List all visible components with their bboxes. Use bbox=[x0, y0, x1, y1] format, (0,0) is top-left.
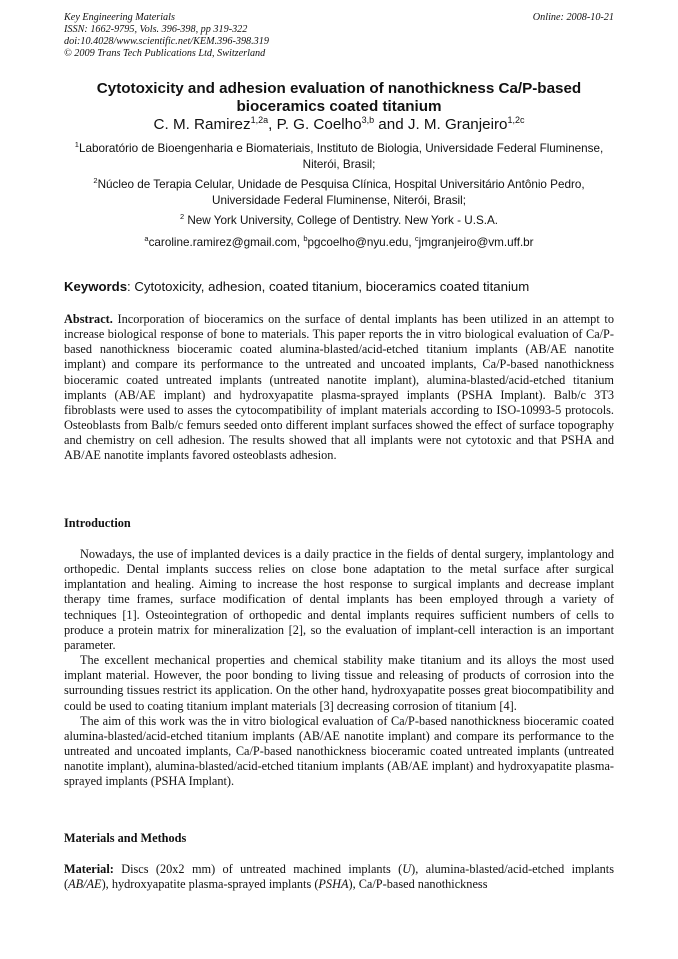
author-affiliation-mark: 3,b bbox=[361, 115, 375, 125]
issn-line: ISSN: 1662-9795, Vols. 396-398, pp 319-322 bbox=[64, 24, 248, 35]
author-name: P. G. Coelho bbox=[276, 116, 362, 133]
paragraph: Nowadays, the use of implanted devices is a daily practice in the fields of dental surgery, implantology and orthopedic. Dental implants success relies on close bone adaptation to the metal surface after surgical implantation and healing. Aiming to increase the host response to surgical implants and decrease implant therapy time frames, surface modification of dental implants has been employed through a variety of techniques [1]. Osteointegration of orthopedic and dental implants requires sufficient numbers of cells to produce a protein matrix for mineralization [2], so the evaluation of implant-cell interaction is an important parameter. bbox=[64, 547, 614, 652]
author-list bbox=[64, 116, 614, 134]
text-run: ), Ca/P-based nanothickness bbox=[348, 877, 488, 892]
author-name: J. M. Granjeiro bbox=[407, 116, 508, 133]
affiliation-text: Laboratório de Bioengenharia e Biomateriais, Instituto de Biologia, Universidade Federal Fluminense, Niterói, Brasil; bbox=[78, 142, 604, 171]
affiliation-mark: 2 bbox=[93, 176, 98, 185]
journal-header bbox=[64, 12, 444, 60]
italic-term: PSHA bbox=[318, 877, 349, 892]
section-heading-introduction: Introduction bbox=[64, 516, 131, 530]
text-run: ), alumina-blasted/acid-etched implants ( bbox=[64, 862, 614, 892]
email-address: pgcoelho@nyu.edu, bbox=[307, 236, 415, 249]
affiliation bbox=[64, 141, 614, 172]
author-name: C. M. Ramirez bbox=[153, 116, 251, 133]
introduction-body bbox=[64, 547, 614, 790]
section-heading-materials-methods: Materials and Methods bbox=[64, 831, 187, 845]
email-list bbox=[64, 235, 614, 251]
affiliation-text: New York University, College of Dentistry. New York - U.S.A. bbox=[184, 214, 499, 227]
author-affiliation-mark: 1,2a bbox=[250, 115, 269, 125]
abstract bbox=[64, 312, 614, 464]
copyright-line: © 2009 Trans Tech Publications Ltd, Switzerland bbox=[64, 48, 266, 59]
abstract-label: Abstract. bbox=[64, 312, 113, 326]
paper-title: Cytotoxicity and adhesion evaluation of nanothickness Ca/P-based bioceramics coated titanium bbox=[96, 80, 582, 115]
keywords bbox=[64, 279, 614, 295]
journal-name: Key Engineering Materials bbox=[64, 12, 175, 23]
doi-line: doi:10.4028/www.scientific.net/KEM.396-398.319 bbox=[64, 36, 269, 47]
email-address: caroline.ramirez@gmail.com, bbox=[148, 236, 304, 249]
affiliation bbox=[64, 213, 614, 229]
italic-term: AB/AE bbox=[68, 877, 102, 892]
italic-term: U bbox=[402, 862, 412, 876]
material-label: Material: bbox=[64, 862, 114, 876]
affiliation-text: Núcleo de Terapia Celular, Unidade de Pesquisa Clínica, Hospital Universitário Antônio Pedro, Universidade Federal Fluminense, Niterói, Brasil; bbox=[97, 178, 585, 207]
text-run: Discs (20x2 mm) of untreated machined implants ( bbox=[113, 862, 403, 876]
methods-paragraph bbox=[64, 862, 614, 892]
affiliation-mark: 2 bbox=[179, 212, 185, 221]
abstract-text: Incorporation of bioceramics on the surface of dental implants has been utilized in an attempt to increase biological response of bone to materials. This paper reports the in vitro biological evaluation of Ca/P-based nanothickness bioceramic coated alumina-blasted/acid-etched titanium implants (AB/AE nanotite implant) and compare its performance to the untreated and uncoated implants, Ca/P-based nanothickness bioceramic coated untreated implants (untreated nanotite implant), alumina-blasted/acid-etched titanium implants (AB/AE implant) and hydroxyapatite plasma-sprayed implants (PSHA Implant). Balb/c 3T3 fibroblasts were used to asses the cytocompatibility of implant materials according to ISO-10993-5 protocols. Osteoblasts from Balb/c femurs seeded onto different implant surfaces showed the effect of surface topography and chemistry on cell adhesion. The results showed that all implants were not cytotoxic and that PSHA and AB/AE nanotite implants favored osteoblasts adhesion. bbox=[64, 312, 614, 463]
email-mark: b bbox=[303, 234, 308, 243]
paragraph: The aim of this work was the in vitro biological evaluation of Ca/P-based nanothickness bioceramic coated alumina-blasted/acid-etched titanium implants (AB/AE nanotite implant) and compare its performance to the untreated and uncoated implants, Ca/P-based nanothickness bioceramic coated untreated implants (untreated nanotite implant), alumina-blasted/acid-etched titanium implants (AB/AE implant) and hydroxyapatite plasma-sprayed implants (PSHA Implant). bbox=[64, 713, 614, 789]
online-date: Online: 2008-10-21 bbox=[532, 12, 614, 23]
keywords-label: Keywords bbox=[64, 279, 128, 294]
keywords-text: : Cytotoxicity, adhesion, coated titanium, bioceramics coated titanium bbox=[127, 279, 530, 294]
email-mark: c bbox=[414, 234, 419, 243]
email-address: jmgranjeiro@vm.uff.br bbox=[418, 236, 534, 249]
affiliation-mark: 1 bbox=[74, 140, 79, 149]
email-mark: a bbox=[144, 234, 149, 243]
paragraph: The excellent mechanical properties and chemical stability make titanium and its alloys the most used implant material. However, the poor bonding to living tissue and releasing of products of corrosion into the surrounding tissues restrict its application. On the other hand, hydroxyapatite posses great biocompatibility and could be used to coating titanium implant materials [3] decreasing corrosion of titanium [4]. bbox=[64, 653, 614, 713]
affiliation bbox=[64, 177, 614, 208]
text-run: ), hydroxyapatite plasma-sprayed implants ( bbox=[101, 877, 319, 892]
author-separator: and bbox=[374, 116, 408, 133]
author-separator: , bbox=[268, 116, 277, 133]
author-affiliation-mark: 1,2c bbox=[507, 115, 525, 125]
